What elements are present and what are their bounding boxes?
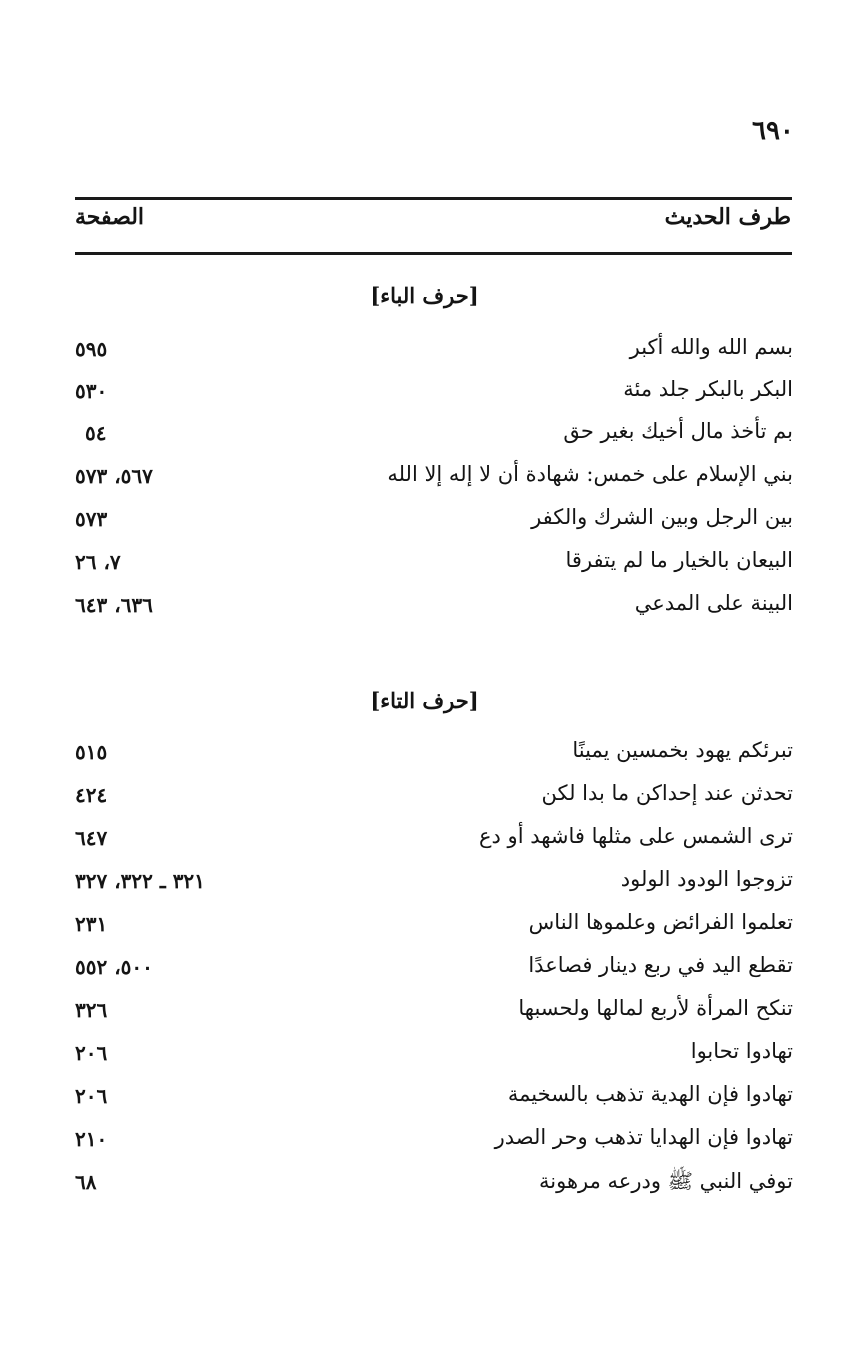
- index-entry: [0, 867, 849, 907]
- index-entry: [0, 335, 849, 375]
- entry-pages: ٣٢١ ـ ٣٢٢، ٣٢٧: [75, 869, 205, 893]
- entry-text: بم تأخذ مال أخيك بغير حق: [563, 419, 793, 443]
- column-header-title: طرف الحديث: [664, 204, 791, 230]
- entry-text: تعلموا الفرائض وعلموها الناس: [528, 910, 793, 934]
- entry-pages: ٢١٠: [75, 1127, 108, 1151]
- entry-text: تهادوا فإن الهدية تذهب بالسخيمة: [507, 1082, 793, 1106]
- column-header-page: الصفحة: [75, 204, 145, 230]
- index-entry: [0, 591, 849, 631]
- entry-pages: ٥٩٥: [75, 337, 108, 361]
- entry-text: ترى الشمس على مثلها فاشهد أو دع: [479, 824, 793, 848]
- entry-text: البينة على المدعي: [634, 591, 793, 615]
- entry-text: تهادوا تحابوا: [690, 1039, 793, 1063]
- entry-text: البيعان بالخيار ما لم يتفرقا: [565, 548, 793, 572]
- header-top-rule: [75, 197, 792, 200]
- entry-text: تحدثن عند إحداكن ما بدا لكن: [541, 781, 793, 805]
- index-entry: [0, 419, 849, 459]
- entry-text: البكر بالبكر جلد مئة: [623, 377, 793, 401]
- header-bottom-rule: [75, 252, 792, 255]
- entry-pages: ٤٢٤: [75, 783, 108, 807]
- entry-pages: ٥٦٧، ٥٧٣: [75, 464, 153, 488]
- entry-pages: ٥٣٠: [75, 379, 108, 403]
- entry-pages: ٦٨: [75, 1170, 97, 1194]
- entry-pages: ٥١٥: [75, 740, 108, 764]
- entry-pages: ٧، ٢٦: [75, 550, 121, 574]
- entry-pages: ٥٠٠، ٥٥٢: [75, 955, 153, 979]
- index-entry: [0, 1039, 849, 1079]
- index-entry: [0, 824, 849, 864]
- entry-text: بين الرجل وبين الشرك والكفر: [531, 505, 793, 529]
- index-entry: [0, 548, 849, 588]
- entry-text: تبرئكم يهود بخمسين يمينًا: [572, 738, 793, 762]
- section-heading-ba: [حرف الباء]: [370, 283, 479, 308]
- section-heading-ta: [حرف التاء]: [370, 688, 479, 713]
- index-entry: [0, 462, 849, 502]
- entry-text: بسم الله والله أكبر: [629, 335, 793, 359]
- entry-pages: ٢٠٦: [75, 1041, 108, 1065]
- entry-pages: ٥٧٣: [75, 507, 108, 531]
- index-entry: [0, 996, 849, 1036]
- page-number: ٦٩٠: [752, 116, 794, 146]
- index-entry: [0, 505, 849, 545]
- index-entry: [0, 781, 849, 821]
- entry-pages: ٢٣١: [75, 912, 108, 936]
- entry-text: بني الإسلام على خمس: شهادة أن لا إله إلا الله: [387, 462, 793, 486]
- entry-pages: ٢٠٦: [75, 1084, 108, 1108]
- entry-text: تنكح المرأة لأربع لمالها ولحسبها: [518, 996, 793, 1020]
- entry-pages: ٣٢٦: [75, 998, 108, 1022]
- index-entry: [0, 738, 849, 778]
- index-entry: [0, 377, 849, 417]
- entry-pages: ٦٤٧: [75, 826, 108, 850]
- index-entry: [0, 1125, 849, 1165]
- entry-pages: ٦٣٦، ٦٤٣: [75, 593, 153, 617]
- entry-text: تهادوا فإن الهدايا تذهب وحر الصدر: [494, 1125, 793, 1149]
- entry-text: تزوجوا الودود الولود: [620, 867, 793, 891]
- entry-text: توفي النبي ﷺ ودرعه مرهونة: [539, 1169, 793, 1193]
- index-entry: [0, 1168, 849, 1208]
- entry-text: تقطع اليد في ربع دينار فصاعدًا: [528, 953, 793, 977]
- index-entry: [0, 953, 849, 993]
- index-entry: [0, 1082, 849, 1122]
- index-entry: [0, 910, 849, 950]
- entry-pages: ٥٤: [85, 421, 107, 445]
